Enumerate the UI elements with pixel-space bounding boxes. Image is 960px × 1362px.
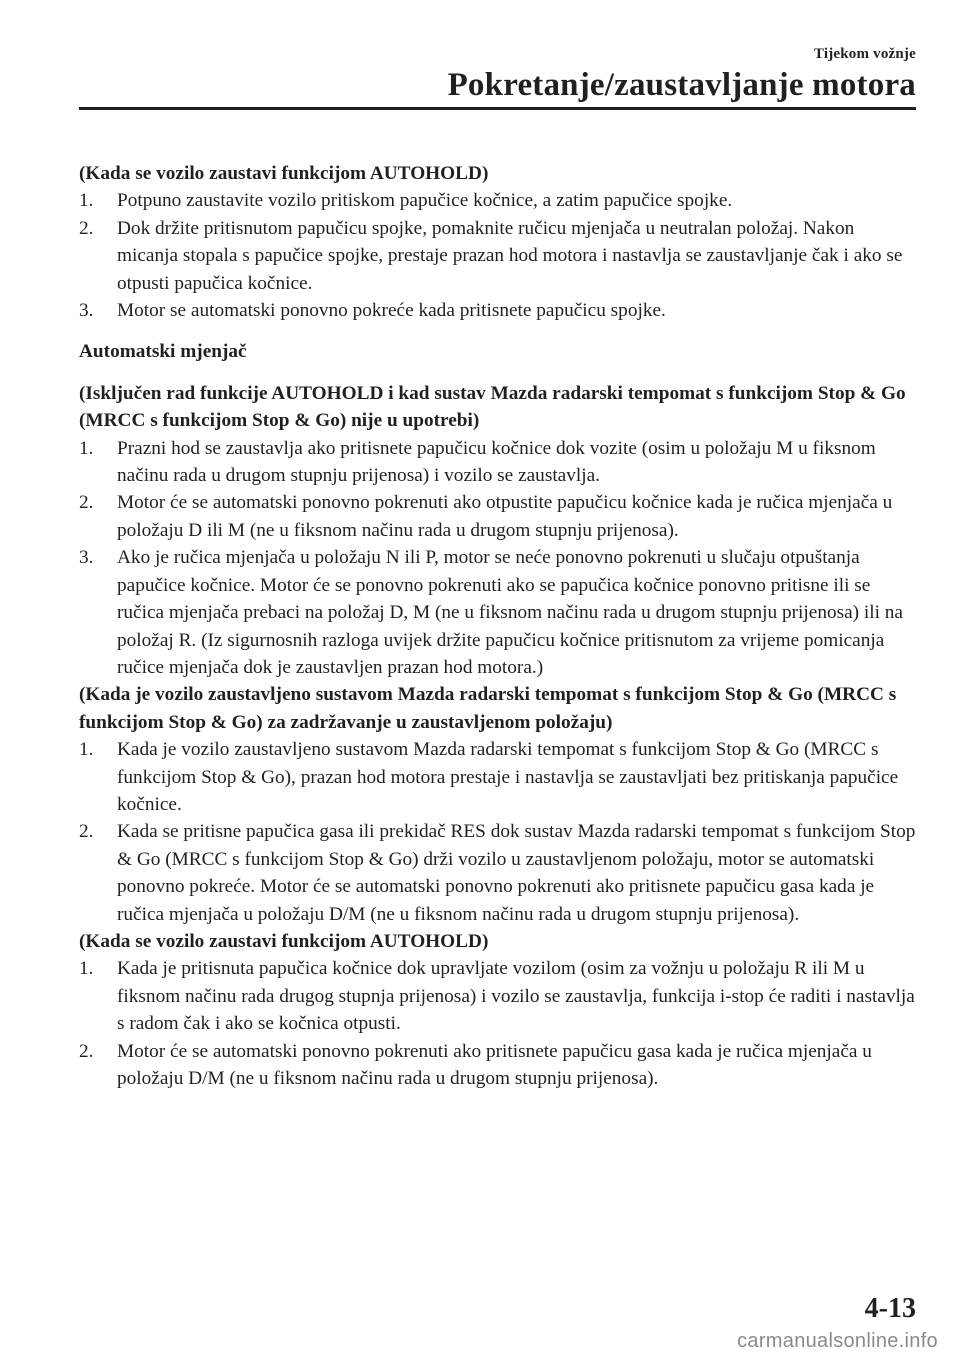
list-item (79, 489, 919, 544)
item-number: 1. (79, 958, 94, 980)
item-number: 3. (79, 547, 94, 569)
item-number: 2. (79, 821, 94, 843)
item-text: Kada je pritisnuta papučica kočnice dok upravljate vozilom (osim za vožnju u položaju R ili M u fiksnom načinu rada drugog stupnja prijenosa) i vozilo se zaustavlja, funkcija i-stop će raditi i nastavlja s radom čak i ako se kočnica otpusti. (117, 958, 915, 1035)
item-number: 2. (79, 217, 94, 239)
section-heading: (Kada je vozilo zaustavljeno sustavom Mazda radarski tempomat s funkcijom Stop & Go (MRCC s funkcijom Stop & Go) za zadržavanje u zaustavljenom položaju) (79, 684, 897, 733)
item-text: Dok držite pritisnutom papučicu spojke, pomaknite ručicu mjenjača u neutralan položaj. Nakon micanja stopala s papučice spojke, prestaje prazan hod motora i nastavlja se zaustavljanje čak i ako se otpusti papučica kočnice. (117, 217, 903, 294)
item-text: Prazni hod se zaustavlja ako pritisnete papučicu kočnice dok vozite (osim u položaju M u fiksnom načinu rada u drugom stupnju prijenosa) i vozilo se zaustavlja. (117, 437, 876, 487)
item-number: 1. (79, 437, 94, 459)
item-text: Ako je ručica mjenjača u položaju N ili P, motor se neće ponovno pokrenuti u slučaju otpuštanja papučice kočnice. Motor će se ponovno pokrenuti ako se papučica kočnice ponovno pritisne ili se ručica mjenjača prebaci na položaj D, M (ne u fiksnom načinu rada u drugom stupnju prijenosa) ili na položaj R. (Iz sigurnosnih razloga uvijek držite papučicu kočnice pritisnutom za vrijeme pomicanja ručice mjenjača dok je zaustavljen prazan hod motora.) (117, 547, 903, 678)
item-text: Kada je vozilo zaustavljeno sustavom Mazda radarski tempomat s funkcijom Stop & Go (MRCC s funkcijom Stop & Go), prazan hod motora prestaje i nastavlja se zaustavljati bez pritiskanja papučice kočnice. (117, 739, 899, 815)
item-text: Kada se pritisne papučica gasa ili prekidač RES dok sustav Mazda radarski tempomat s funkcijom Stop & Go (MRCC s funkcijom Stop & Go) drži vozilo u zaustavljenom položaju, motor se automatski ponovno pokreće. Motor će se automatski ponovno pokrenuti ako pritisnete papučicu gasa kada je ručica mjenjača u položaju D/M (ne u fiksnom načinu rada u drugom stupnju prijenosa). (117, 821, 916, 925)
watermark: carmanualsonline.info (737, 1330, 938, 1352)
section-heading: (Kada se vozilo zaustavi funkcijom AUTOHOLD) (79, 930, 489, 952)
subsection-heading: Automatski mjenjač (79, 341, 247, 363)
item-number: 3. (79, 300, 94, 322)
main-content (79, 160, 919, 1092)
item-number: 2. (79, 492, 94, 514)
item-text: Motor će se automatski ponovno pokrenuti ako pritisnete papučicu gasa kada je ručica mjenjača u položaju D/M (ne u fiksnom načinu rada u drugom stupnju prijenosa). (117, 1040, 872, 1089)
section-heading: (Isključen rad funkcije AUTOHOLD i kad sustav Mazda radarski tempomat s funkcijom Stop & Go (MRCC s funkcijom Stop & Go) nije u upotrebi) (79, 382, 906, 432)
list-item (79, 187, 919, 214)
list-item (79, 215, 919, 297)
page-number: 4-13 (864, 1293, 916, 1324)
item-number: 1. (79, 739, 94, 761)
page-title: Pokretanje/zaustavljanje motora (447, 67, 916, 103)
list-item (79, 435, 919, 490)
list-item (79, 736, 919, 818)
item-text: Motor će se automatski ponovno pokrenuti ako otpustite papučicu kočnice kada je ručica mjenjača u položaju D ili M (ne u fiksnom načinu rada u drugom stupnju prijenosa). (117, 492, 893, 541)
section-heading: (Kada se vozilo zaustavi funkcijom AUTOHOLD) (79, 163, 489, 184)
item-text: Potpuno zaustavite vozilo pritiskom papučice kočnice, a zatim papučice spojke. (117, 190, 733, 212)
list-item (79, 544, 919, 681)
item-text: Motor se automatski ponovno pokreće kada pritisnete papučicu spojke. (117, 300, 666, 322)
list-item (79, 297, 919, 324)
list-item (79, 818, 919, 928)
list-item (79, 955, 919, 1037)
page-header (448, 46, 916, 104)
item-number: 1. (79, 190, 94, 212)
header-divider (79, 107, 916, 110)
chapter-label: Tijekom vožnje (813, 46, 916, 62)
item-number: 2. (79, 1040, 94, 1062)
list-item (79, 1038, 919, 1093)
